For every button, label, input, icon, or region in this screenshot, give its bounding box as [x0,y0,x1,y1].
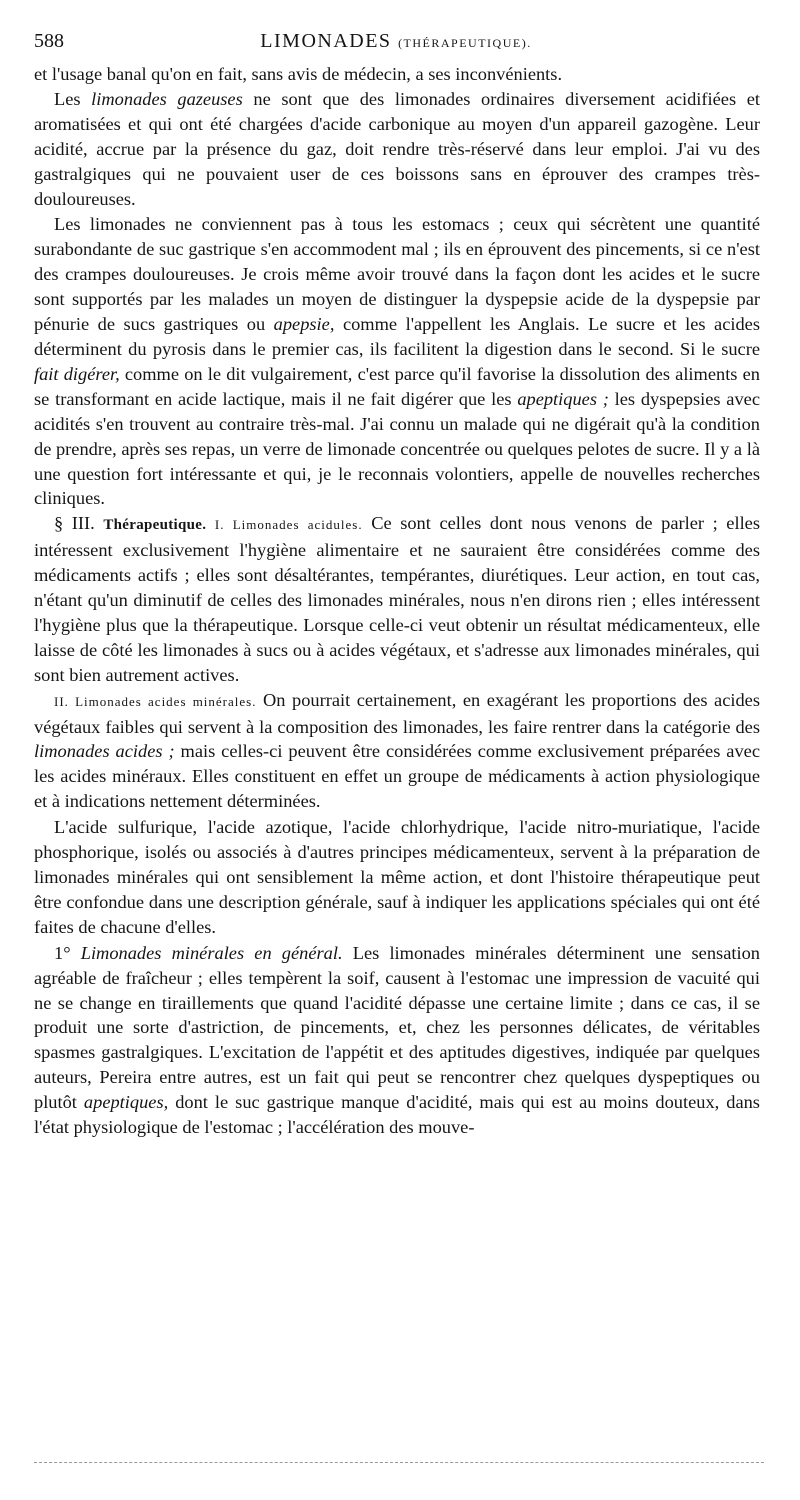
section-paragraph [34,511,760,687]
italic-term: limonades gazeuses [91,88,243,109]
paragraph [34,212,760,511]
page-number: 588 [34,30,64,52]
subsection-label: I. Limonades acidules. [214,517,363,533]
paragraph-text: L'acide sulfurique, l'acide azotique, l'acide chlorhydrique, l'acide nitro-muriatique, l'acide phosphorique, isolés ou associés à d'autres principes médicamenteux, servent à la préparation de limonades minérales qui ont sensiblement la même action, et dont l'histoire thérapeutique peut être confondue dans une description générale, sauf à indiquer les applications spéciales qui ont été faites de chacune d'elles. [34,817,760,937]
running-title [34,30,758,53]
italic-term: apeptiques, [83,1092,169,1113]
section-paragraph [34,941,760,1140]
italic-term: apepsie, [273,314,335,335]
paragraph-text: comme on le dit vulgairement, c'est parce qu'il favorise la dissolution des aliments en se transformant en acide lactique, mais il ne fait digérer que les [34,363,760,409]
paragraph [34,87,760,212]
section-title: Thérapeutique. [103,517,207,534]
italic-term: limonades acides ; [34,741,175,762]
paragraph-text: dont le suc gastrique manque d'acidité, mais qui est au moins douteux, dans l'état physiologique de l'estomac ; l'accélération des mouve- [34,1092,760,1138]
italic-heading: Limonades minérales en général. [80,942,343,963]
running-header [34,30,758,60]
paragraph [34,815,760,940]
paragraph-text: les dyspepsies avec acidités s'en trouvent au contraire très-mal. J'ai connu un malade qui ne digérait qu'à la condition de prendre, après ses repas, un verre de limonade concentrée ou quelques pelotes de sucre. Il y a là une question fort intéressante et qui, je le reconnais volontiers, appelle de nouvelles recherches cliniques. [34,388,760,509]
italic-term: apeptiques ; [517,388,609,409]
paragraph-text: et l'usage banal qu'on en fait, sans avis de médecin, a ses inconvénients. [34,64,563,84]
paragraph-text: ne sont que des limonades ordinaires diversement acidifiées et aromatisées et qui ont été chargées d'acide carbonique au moyen d'un appareil gazogène. Leur acidité, accrue par la présence du gaz, doit rendre très-réservé dans leur emploi. J'ai vu des gastralgiques qui ne pouvaient user de ces boissons sans en éprouver des crampes très-douloureuses. [34,88,760,209]
paragraph [34,62,760,87]
paragraph-text: mais celles-ci peuvent être considérées comme exclusivement préparées avec les acides minéraux. Elles constituent en effet un groupe de médicaments à action physiologique et à indications nettement déterminées. [34,741,760,812]
paragraph-text: comme l'appellent les Anglais. Le sucre et les acides déterminent du pyrosis dans le premier cas, ils facilitent la digestion dans le second. Si le sucre [34,314,760,359]
italic-term: fait digérer, [34,363,120,384]
body-text [34,62,760,1140]
footer-rule [34,1462,764,1463]
item-number: 1° [54,942,71,963]
section-number: § III. [54,513,95,534]
paragraph-text: On pourrait certainement, en exagérant les proportions des acides végétaux faibles qui servent à la composition des limonades, les faire rentrer dans la catégorie des [34,689,760,737]
running-title-main: LIMONADES [260,30,392,52]
running-title-sub: (THÉRAPEUTIQUE). [398,36,532,50]
paragraph-text: Les limonades ne conviennent pas à tous les estomacs ; ceux qui sécrètent une quantité surabondante de suc gastrique s'en accommodent mal ; ils en éprouvent des pincements, si ce n'est des crampes douloureuses. Je crois même avoir trouvé dans la façon dont les acides et le sucre sont supportés par les malades un moyen de distinguer la dyspepsie acide de la dyspepsie par pénurie de sucs gastriques ou [34,214,760,335]
subsection-label: II. Limonades acides minérales. [54,693,257,709]
paragraph-text: Les limonades minérales déterminent une sensation agréable de fraîcheur ; elles tempèrent la soif, causent à l'estomac une impression de vacuité qui ne se change en tiraillements que quand l'acidité dépasse une certaine limite ; dans ce cas, il se produit une sorte d'astriction, de pincements, et, chez les personnes délicates, de véritables spasmes gastralgiques. L'excitation de l'appétit et des aptitudes digestives, indiquée par quelques auteurs, Pereira entre autres, est un fait qui peut se rencontrer chez quelques dyspeptiques ou plutôt [34,942,760,1113]
paragraph-text: Les [54,88,81,109]
section-paragraph [34,688,760,815]
paragraph-text: Ce sont celles dont nous venons de parler ; elles intéressent exclusivement l'hygiène alimentaire et ne sauraient être considérées comme des médicaments actifs ; elles sont désaltérantes, tempérantes, diurétiques. Leur action, en tout cas, n'étant qu'un diminutif de celles des limonades minérales, nous n'en dirons rien ; elles intéressent l'hygiène plus que la thérapeutique. Lorsque celle-ci veut obtenir un résultat médicamenteux, elle laisse de côté les limonades à sucs ou à acides végétaux, et s'adresse aux limonades minérales, qui sont bien autrement actives. [34,513,760,685]
